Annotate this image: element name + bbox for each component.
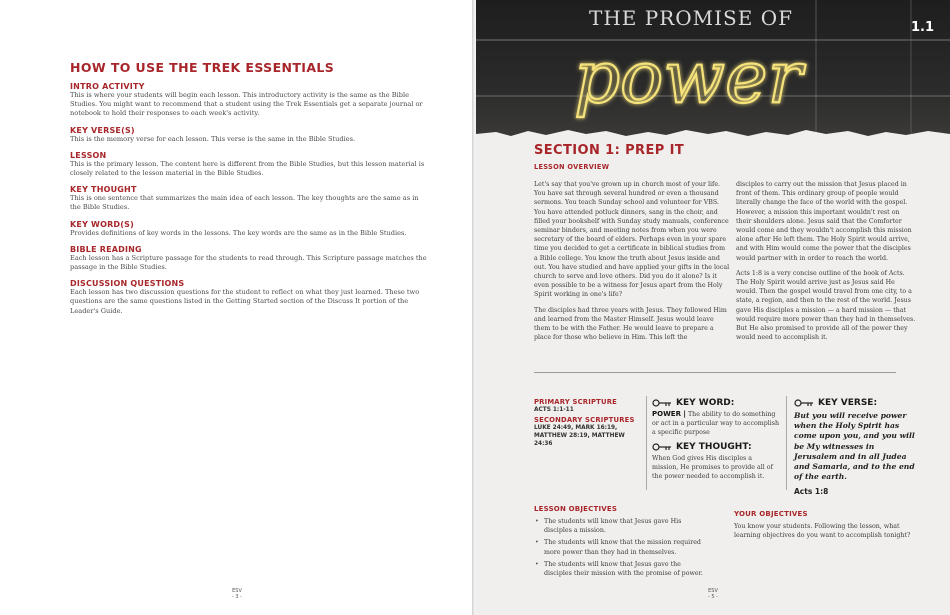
section-body: Provides definitions of key words in the lessons. The key words are the same as in the Bible Studies.: [70, 228, 407, 237]
section-body: Each lesson has two discussion questions for the student to reflect on what they just learned. These two questions are the same questions listed in the Getting Started section of the Discuss It portion of the Leader's Guide.: [70, 288, 420, 315]
section-body: This is where your students will begin each lesson. This introductory activity is the same as the Bible Studies. You might want to recommend that a student using the Trek Essentials get a separate journal or notebook to hold their responses to each week's activity.: [70, 91, 423, 118]
key-verse-text: But you will receive power when the Holy Spirit has come upon you, and you will be My witnesses in Jerusalem and in all Judea and Samaria, and to the end of the earth.: [794, 411, 915, 482]
folio-page-number: - 3 -: [232, 594, 242, 600]
section-heading: KEY VERSE(S): [70, 125, 135, 135]
lesson-number: 1.1: [910, 20, 934, 35]
key-thought-heading: [652, 442, 780, 452]
section-key-thought: [70, 185, 430, 212]
key-thought-label: KEY THOUGHT:: [676, 442, 752, 452]
section-heading: KEY WORD(S): [70, 219, 134, 229]
key-word-heading: [652, 398, 780, 408]
section-heading: INTRO ACTIVITY: [70, 82, 145, 91]
left-folio: [222, 588, 252, 600]
section-heading: KEY THOUGHT: [70, 185, 137, 195]
key-thought-text: When God gives His disciples a mission, He promises to provide all of the power needed to accomplish it.: [652, 455, 773, 480]
section-bible-reading: [70, 245, 430, 272]
lesson-objectives: [534, 505, 706, 581]
secondary-scriptures-label: SECONDARY SCRIPTURES: [534, 416, 635, 424]
overview-paragraph: Let's say that you've grown up in church most of your life. You have sat through several hundred or even a thousand sermons. You teach Sunday school and volunteer for VBS. You have attended potluck dinners, sang in the choir, and filled your bookshelf with Sunday study manuals, conference seminar binders, and meeting notes from when you were secretary of the board of elders. Perhaps even in your spare time you decided to get a certificate in biblical studies from a Bible college. You know the truth about Jesus inside and out. You have studied and have applied your gifts in the local church to serve and love others. Did you do it alone? Is it even possible to be a witness for Jesus apart from the Holy Spirit working in one's life?: [534, 181, 730, 299]
section-subtitle: LESSON OVERVIEW: [534, 163, 610, 171]
key-verse-label: KEY VERSE:: [818, 398, 878, 408]
section-heading: BIBLE READING: [70, 244, 142, 254]
section-key-words: [70, 220, 430, 238]
scripture-box: [534, 398, 644, 448]
key-word-definition: [652, 410, 780, 437]
left-page-title: HOW TO USE THE TREK ESSENTIALS: [70, 60, 335, 75]
key-icon: [794, 399, 814, 407]
key-verse-heading: [794, 398, 918, 408]
right-page-body: [476, 0, 950, 615]
your-objectives: [734, 510, 920, 540]
key-icon: [652, 443, 672, 451]
section-key-verses: [70, 126, 430, 144]
section-body: This is the memory verse for each lesson. This verse is the same in the Bible Studies.: [70, 134, 356, 143]
section-heading: LESSON: [70, 150, 107, 160]
section-discussion-questions: [70, 279, 430, 316]
divider-rule: [534, 372, 896, 373]
lesson-objectives-label: LESSON OBJECTIVES: [534, 505, 618, 513]
right-folio: [698, 588, 728, 600]
secondary-scriptures: LUKE 24:49, MARK 16:19, MATTHEW 28:19, MATTHEW 24:36: [534, 425, 625, 447]
overview-paragraph: The disciples had three years with Jesus. They followed Him and learned from the Master Himself. Jesus would leave them to be with the Father. He would leave to prepare a place for those who believe in Him. This left the: [534, 306, 727, 342]
hero-title: THE PROMISE OF: [589, 6, 793, 30]
section-intro-activity: [70, 82, 430, 119]
overview-column-2: [736, 180, 916, 348]
list-item: • The students will know that Jesus gave the disciples their mission with the promise of power.: [534, 560, 706, 578]
section-body: This is one sentence that summarizes the main idea of each lesson. The key thoughts are the same as in the Bible Studies.: [70, 194, 419, 212]
overview-column-1: [534, 180, 730, 348]
key-icon: [652, 399, 672, 407]
your-objectives-label: YOUR OBJECTIVES: [734, 510, 808, 518]
your-objectives-text: You know your students. Following the lesson, what learning objectives do you want to accomplish tonight?: [734, 523, 911, 540]
key-verse-box: [794, 398, 918, 496]
overview-paragraph: disciples to carry out the mission that Jesus placed in front of them. This ordinary group of people would literally change the face of the world with the gospel. However, a mission this important wouldn't rest on their shoulders alone. Jesus said that the Comforter would come and they wouldn't accomplish this mission alone after He left them. The Holy Spirit would arrive, and with Him would come the power that the disciples would partner with in order to reach the world.: [736, 181, 912, 262]
key-word-term: POWER |: [652, 410, 686, 418]
list-item: • The students will know that the mission required more power than they had in themselves.: [534, 538, 706, 556]
primary-scripture: ACTS 1:1-11: [534, 407, 574, 413]
section-title: SECTION 1: PREP IT: [534, 143, 685, 158]
column-divider: [646, 396, 647, 490]
key-word-label: KEY WORD:: [676, 398, 735, 408]
column-divider: [786, 396, 787, 490]
list-item: • The students will know that Jesus gave His disciples a mission.: [534, 517, 706, 535]
primary-scripture-label: PRIMARY SCRIPTURE: [534, 398, 617, 406]
right-page: [476, 0, 950, 615]
section-body: Each lesson has a Scripture passage for the students to read through. This Scripture passage matches the passage in the Bible Studies.: [70, 253, 427, 272]
key-word-box: [652, 398, 780, 481]
section-heading: DISCUSSION QUESTIONS: [70, 279, 185, 289]
folio-label: ESV: [708, 588, 718, 594]
section-body: This is the primary lesson. The content here is different from the Bible Studies, but this lesson material is closely related to the lesson material in the Bible Studies.: [70, 159, 425, 178]
key-verse-reference: Acts 1:8: [794, 487, 829, 497]
left-page-content: [70, 60, 430, 316]
left-page: [0, 0, 474, 615]
power-script-text: power: [573, 35, 803, 119]
key-word-def: The ability to do something or act in a particular way to accomplish a specific purpose: [652, 411, 780, 436]
folio-page-number: - 5 -: [708, 594, 718, 600]
folio-label: ESV: [232, 588, 242, 594]
overview-paragraph: Acts 1:8 is a very concise outline of the book of Acts. The Holy Spirit would arrive just as Jesus said He would. Then the gospel would travel from one city, to a state, a region, and then to the rest of the world. Jesus gave His disciples a mission — a hard mission — that would require more power than they had in themselves. But He also promised to provide all of the power they would need to accomplish it.: [736, 269, 916, 342]
section-lesson: [70, 151, 430, 178]
